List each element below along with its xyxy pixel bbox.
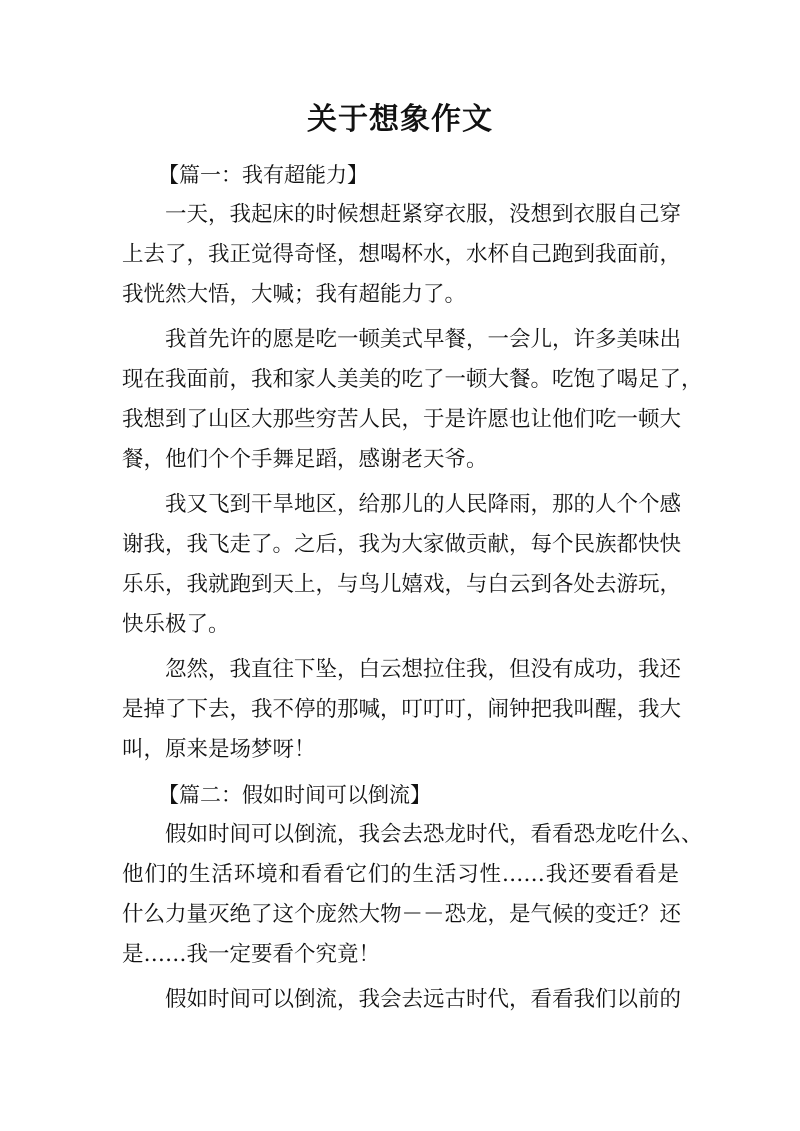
text-line: 我恍然大悟，大喊；我有超能力了。 [122, 282, 467, 307]
text-line: 我想到了山区大那些穷苦人民，于是许愿也让他们吃一顿大 [122, 407, 682, 432]
text-line: 他们的生活环境和看看它们的生活习性……我还要看看是 [122, 862, 679, 887]
paragraph [122, 980, 682, 1020]
text-line: 快乐极了。 [122, 612, 230, 637]
text-line: 上去了，我正觉得奇怪，想喝杯水，水杯自己跑到我面前， [122, 242, 682, 267]
paragraph [122, 195, 682, 315]
text-line: 是掉了下去，我不停的那喊，叮叮叮，闹钟把我叫醒，我大 [122, 697, 682, 722]
text-line: 我又飞到干旱地区，给那儿的人民降雨，那的人个个感 [165, 492, 682, 517]
text-line: 是……我一定要看个究竟！ [122, 942, 381, 967]
section-heading: 【篇二：假如时间可以倒流】 [158, 783, 431, 807]
text-line: 假如时间可以倒流，我会去远古时代，看看我们以前的 [165, 987, 682, 1012]
text-line: 一天，我起床的时候想赶紧穿衣服，没想到衣服自己穿 [165, 202, 682, 227]
text-line: 忽然，我直往下坠，白云想拉住我，但没有成功，我还 [165, 657, 682, 682]
text-line: 餐，他们个个手舞足蹈，感谢老天爷。 [122, 447, 488, 472]
text-line: 现在我面前，我和家人美美的吃了一顿大餐。吃饱了喝足了， [122, 367, 703, 392]
text-line: 什么力量灭绝了这个庞然大物－－恐龙，是气候的变迁？还 [122, 902, 682, 927]
text-line: 叫，原来是场梦呀！ [122, 737, 316, 762]
document-body [122, 155, 703, 1020]
section-heading: 【篇一：我有超能力】 [158, 163, 368, 187]
text-line: 假如时间可以倒流，我会去恐龙时代，看看恐龙吃什么、 [165, 822, 703, 847]
paragraph [122, 485, 682, 645]
text-line: 乐乐，我就跑到天上，与鸟儿嬉戏，与白云到各处去游玩， [122, 572, 682, 597]
paragraph [122, 815, 703, 975]
document-title: 关于想象作文 [307, 102, 493, 137]
text-line: 谢我，我飞走了。之后，我为大家做贡献，每个民族都快快 [122, 532, 682, 557]
paragraph [122, 320, 703, 480]
text-line: 我首先许的愿是吃一顿美式早餐，一会儿，许多美味出 [165, 327, 682, 352]
paragraph [122, 650, 682, 770]
